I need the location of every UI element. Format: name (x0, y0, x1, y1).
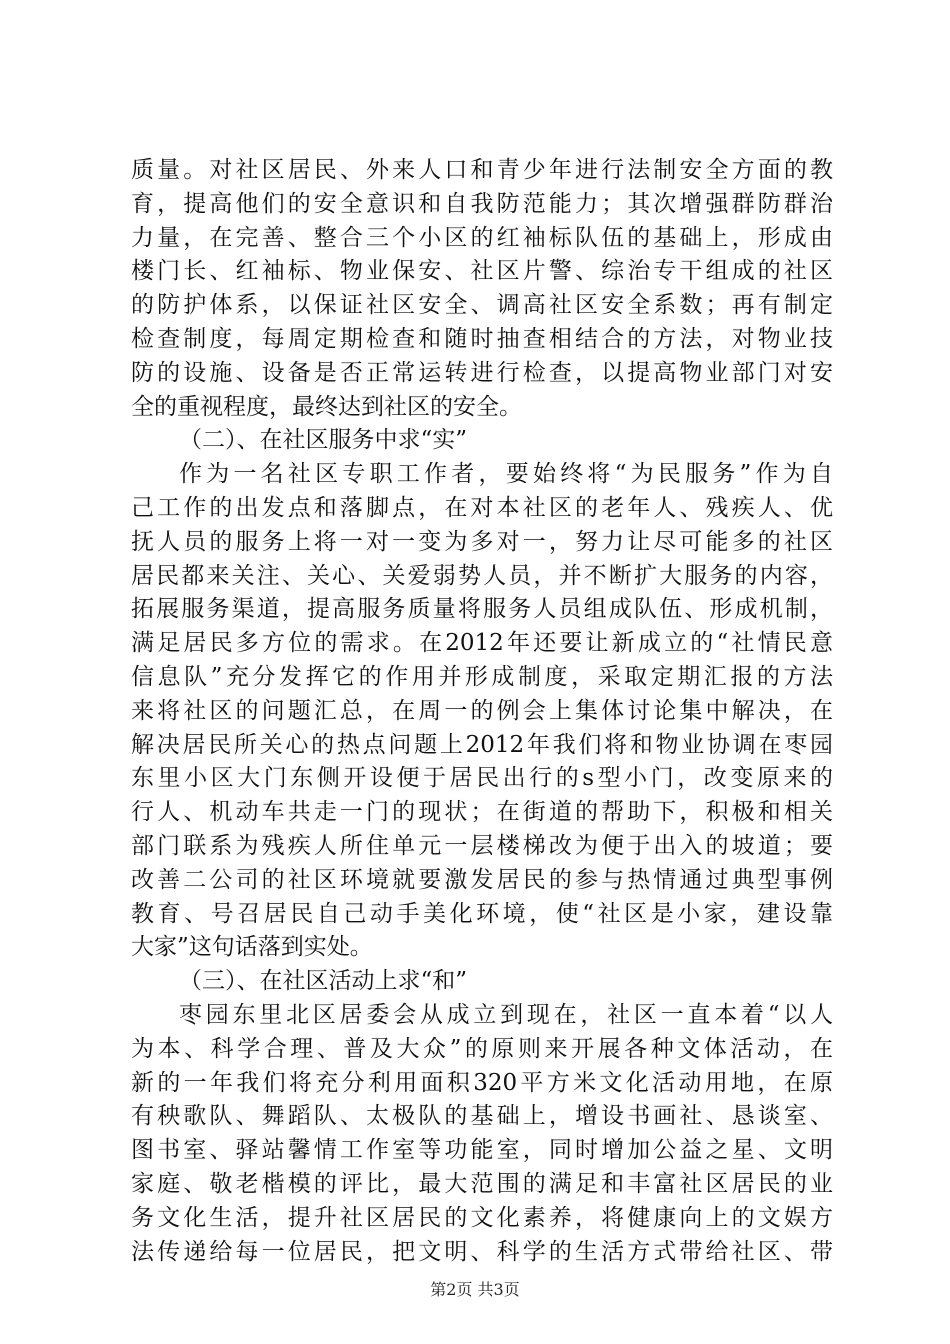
text-line: 楼门长、红袖标、物业保安、社区片警、综治专干组成的社区 (131, 258, 833, 285)
text-line: 家庭、敬老楷模的评比，最大范围的满足和丰富社区居民的业 (131, 1170, 833, 1197)
text-line: （二）、在社区服务中求“实” (179, 427, 468, 454)
text-line: （三）、在社区活动上求“和” (179, 968, 468, 995)
text-line: 己工作的出发点和落脚点，在对本社区的老年人、残疾人、优 (131, 494, 833, 521)
page-number-footer: 第2页 共3页 (430, 1280, 520, 1299)
text-line: 满足居民多方位的需求。在2012年还要让新成立的“社情民意 (131, 630, 833, 657)
text-line: 育，提高他们的安全意识和自我防范能力；其次增强群防群治 (131, 190, 833, 217)
text-line: 的防护体系，以保证社区安全、调高社区安全系数；再有制定 (131, 292, 833, 319)
text-line: 东里小区大门东侧开设便于居民出行的s型小门，改变原来的 (131, 765, 833, 792)
text-line: 图书室、驿站馨情工作室等功能室，同时增加公益之星、文明 (131, 1137, 833, 1164)
text-line: 质量。对社区居民、外来人口和青少年进行法制安全方面的教 (131, 157, 833, 183)
text-line: 改善二公司的社区环境就要激发居民的参与热情通过典型事例 (131, 866, 833, 893)
text-line: 检查制度，每周定期检查和随时抽查相结合的方法，对物业技 (131, 325, 833, 352)
text-line: 拓展服务渠道，提高服务质量将服务人员组成队伍、形成机制， (131, 596, 833, 623)
text-line: 教育、号召居民自己动手美化环境，使“社区是小家，建设靠 (131, 900, 833, 927)
text-line: 为本、科学合理、普及大众”的原则来开展各种文体活动，在 (131, 1035, 833, 1062)
text-line: 信息队”充分发挥它的作用并形成制度，采取定期汇报的方法 (131, 663, 833, 690)
text-line: 居民都来关注、关心、关爱弱势人员，并不断扩大服务的内容， (131, 562, 833, 589)
text-line: 全的重视程度，最终达到社区的安全。 (131, 393, 522, 420)
text-line: 务文化生活，提升社区居民的文化素养，将健康向上的文娱方 (131, 1204, 833, 1231)
text-line: 解决居民所关心的热点问题上2012年我们将和物业协调在枣园 (131, 731, 833, 758)
text-line: 法传递给每一位居民，把文明、科学的生活方式带给社区、带 (131, 1238, 833, 1265)
text-line: 枣园东里北区居委会从成立到现在，社区一直本着“以人 (179, 1001, 833, 1028)
text-line: 行人、机动车共走一门的现状；在街道的帮助下，积极和相关 (131, 799, 833, 826)
text-line: 新的一年我们将充分利用面积320平方米文化活动用地，在原 (131, 1069, 833, 1096)
text-line: 力量，在完善、整合三个小区的红袖标队伍的基础上，形成由 (131, 224, 833, 251)
text-line: 防的设施、设备是否正常运转进行检查，以提高物业部门对安 (131, 359, 833, 386)
text-line: 有秧歌队、舞蹈队、太极队的基础上，增设书画社、恳谈室、 (131, 1103, 833, 1130)
text-line: 抚人员的服务上将一对一变为多对一，努力让尽可能多的社区 (131, 528, 833, 555)
text-line: 部门联系为残疾人所住单元一层楼梯改为便于出入的坡道；要 (131, 832, 833, 859)
text-line: 来将社区的问题汇总，在周一的例会上集体讨论集中解决，在 (131, 697, 833, 724)
text-line: 作为一名社区专职工作者，要始终将“为民服务”作为自 (179, 461, 833, 488)
document-body (131, 154, 833, 1269)
text-line: 大家”这句话落到实处。 (131, 934, 373, 961)
